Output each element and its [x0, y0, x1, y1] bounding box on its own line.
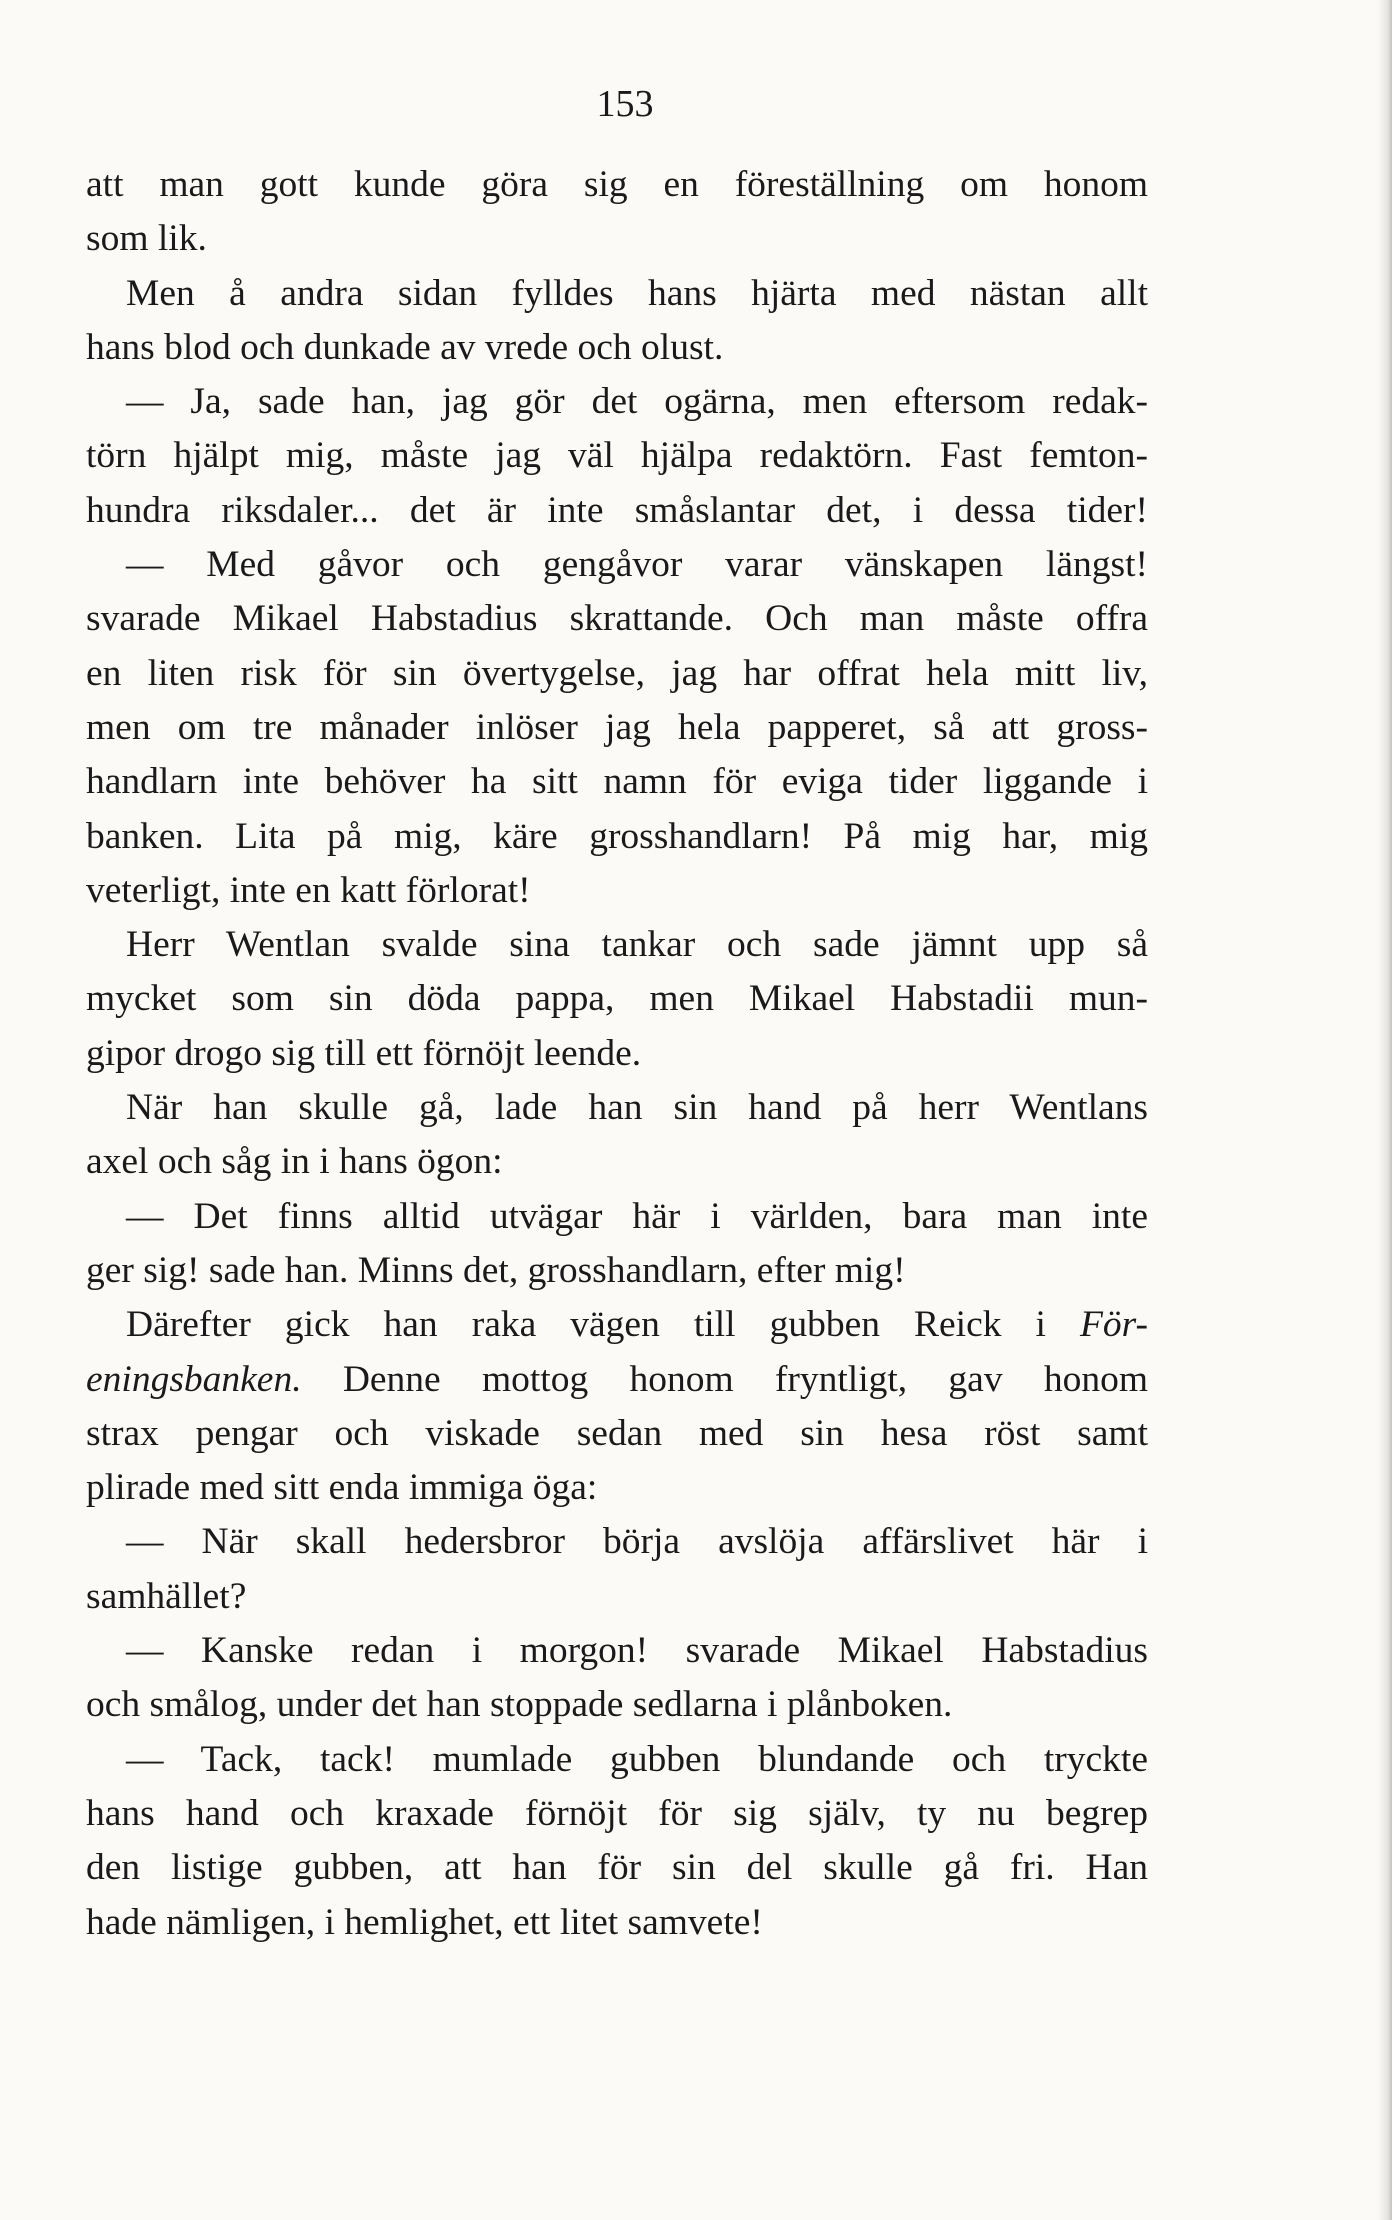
text-line: axel och såg in i hans ögon:: [86, 1141, 503, 1183]
text-line: gipor drogo sig till ett förnöjt leende.: [86, 1032, 642, 1074]
text-line: och smålog, under det han stoppade sedlarna i plånboken.: [86, 1684, 953, 1726]
text-line: När han skulle gå, lade han sin hand på herr Wentlans: [126, 1087, 1148, 1129]
text-line-with-italic: [86, 1298, 1148, 1352]
text-line: — Kanske redan i morgon! svarade Mikael Habstadius: [126, 1630, 1148, 1672]
text-line: — När skall hedersbror börja avslöja affärslivet här i: [126, 1521, 1148, 1563]
text-line: som lik.: [86, 218, 207, 260]
text-line: den listige gubben, att han för sin del skulle gå fri. Han: [86, 1847, 1148, 1889]
body-text: [86, 158, 1148, 1950]
page-edge-shadow: [1378, 0, 1392, 2220]
text-line: hans hand och kraxade förnöjt för sig själv, ty nu begrep: [86, 1792, 1148, 1834]
text-line: veterligt, inte en katt förlorat!: [86, 869, 531, 911]
text-line: — Med gåvor och gengåvor varar vänskapen längst!: [126, 544, 1148, 586]
text-line: plirade med sitt enda immiga öga:: [86, 1467, 598, 1509]
italic-segment: eningsbanken.: [86, 1358, 302, 1400]
text-line: ger sig! sade han. Minns det, grosshandlarn, efter mig!: [86, 1249, 906, 1291]
text-line: en liten risk för sin övertygelse, jag har offrat hela mitt liv,: [86, 652, 1148, 694]
text-line: hade nämligen, i hemlighet, ett litet samvete!: [86, 1901, 763, 1943]
italic-segment: För-: [1080, 1304, 1148, 1346]
text-line: strax pengar och viskade sedan med sin hesa röst samt: [86, 1412, 1148, 1454]
text-line: hans blod och dunkade av vrede och olust.: [86, 326, 724, 368]
text-line: Men å andra sidan fylldes hans hjärta med nästan allt: [126, 272, 1148, 314]
text-line: svarade Mikael Habstadius skrattande. Och man måste offra: [86, 598, 1148, 640]
text-line: banken. Lita på mig, käre grosshandlarn! På mig har, mig: [86, 815, 1148, 857]
page-number: 153: [596, 83, 654, 125]
text-line: mycket som sin döda pappa, men Mikael Habstadii mun-: [86, 978, 1148, 1020]
text-line: samhället?: [86, 1575, 247, 1617]
text-line: hundra riksdaler... det är inte småslantar det, i dessa tider!: [86, 489, 1148, 531]
text-line: — Ja, sade han, jag gör det ogärna, men eftersom redak-: [126, 381, 1148, 423]
text-line-with-italic: [86, 1353, 1148, 1407]
text-line: törn hjälpt mig, måste jag väl hjälpa redaktörn. Fast femton-: [86, 435, 1148, 477]
text-line: — Tack, tack! mumlade gubben blundande och tryckte: [126, 1738, 1148, 1780]
text-line: att man gott kunde göra sig en föreställning om honom: [86, 164, 1148, 205]
text-line: handlarn inte behöver ha sitt namn för eviga tider liggande i: [86, 761, 1148, 803]
text-segment: Därefter gick han raka vägen till gubben Reick i: [126, 1304, 1046, 1346]
text-line: Herr Wentlan svalde sina tankar och sade jämnt upp så: [126, 924, 1148, 966]
text-segment: Denne mottog honom fryntligt, gav honom: [301, 1358, 1148, 1400]
text-line: — Det finns alltid utvägar här i världen, bara man inte: [126, 1195, 1148, 1237]
text-line: men om tre månader inlöser jag hela papperet, så att gross-: [86, 706, 1148, 748]
